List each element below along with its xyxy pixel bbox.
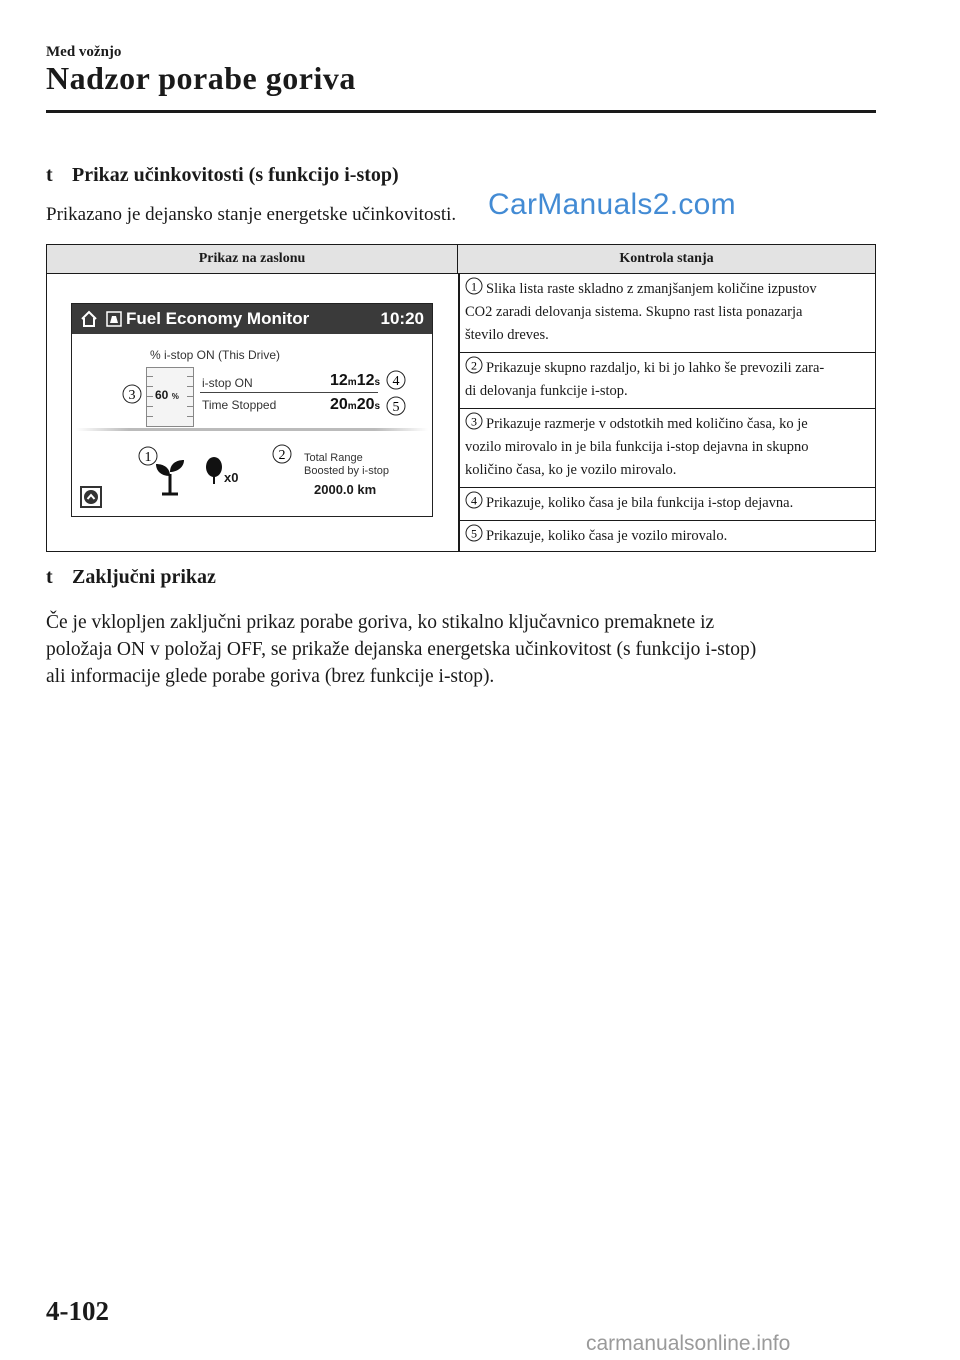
page-title: Nadzor porabe goriva (46, 60, 356, 96)
gauge-tick (187, 386, 193, 387)
tree-count: x0 (224, 470, 239, 485)
istop-seconds: 12 (356, 372, 375, 389)
callout-2-icon (465, 356, 483, 374)
gauge-tick (147, 376, 153, 377)
svg-text:2: 2 (471, 358, 477, 373)
istop-unit-m: m (347, 377, 357, 388)
range-label-1: Total Range (304, 452, 363, 464)
gauge-tick (147, 406, 153, 407)
svg-text:5: 5 (392, 400, 400, 415)
tree-icon (204, 456, 224, 486)
stopped-unit-s: s (374, 401, 381, 412)
screen-title: Fuel Economy Monitor (126, 309, 310, 328)
row1-line3: število dreves. (465, 327, 549, 343)
watermark-top[interactable]: CarManuals2.com (488, 188, 736, 221)
leaf-icon (152, 456, 188, 496)
stopped-minutes: 20 (330, 396, 348, 413)
screen-subtitle: % i-stop ON (This Drive) (150, 348, 281, 362)
gauge-tick (147, 416, 153, 417)
section2-line1: Če je vklopljen zaključni prikaz porabe goriva, ko stikalno ključavnico premaknete iz (46, 612, 715, 633)
table-row (460, 409, 875, 488)
istop-value (330, 372, 380, 390)
row4-line1: Prikazuje, koliko časa je bila funkcija i-stop dejavna. (486, 495, 794, 511)
section1-heading (46, 164, 399, 187)
stopped-label: Time Stopped (202, 398, 277, 412)
stopped-value (330, 396, 380, 414)
istop-minutes: 12 (330, 372, 348, 389)
range-label-2: Boosted by i-stop (304, 465, 389, 477)
screen-title-bar (72, 304, 432, 334)
row2-line2: di delovanja funkcije i-stop. (465, 383, 628, 399)
gauge-percent-sign: % (171, 392, 179, 401)
istop-rule (200, 392, 378, 393)
gauge-tick (187, 396, 193, 397)
section-marker: t (46, 164, 53, 186)
callout-5-icon (465, 524, 483, 542)
svg-text:1: 1 (471, 279, 477, 294)
gauge-tick (187, 376, 193, 377)
svg-text:2: 2 (278, 448, 286, 463)
section1-lead: Prikazano je dejansko stanje energetske učinkovitosti. (46, 204, 457, 225)
gauge-percent-value: 60 (155, 388, 169, 402)
table-row (460, 521, 875, 551)
section2-heading-text: Zaključni prikaz (72, 566, 216, 588)
home-icon (80, 310, 98, 328)
svg-text:3: 3 (128, 388, 136, 403)
istop-gauge (146, 367, 194, 427)
gauge-tick (147, 396, 153, 397)
range-value: 2000.0 km (314, 482, 377, 497)
row5-line1: Prikazuje, koliko časa je vozilo mirovalo. (486, 528, 728, 544)
monitor-icon (106, 311, 122, 327)
table-row (460, 488, 875, 521)
table-header (47, 245, 875, 274)
table-row (460, 353, 875, 409)
istop-unit-s: s (374, 377, 381, 388)
row3-line1: Prikazuje razmerje v odstotkih med količino časa, ko je (486, 416, 808, 432)
section2-heading (46, 566, 216, 589)
stopped-seconds: 20 (356, 396, 375, 413)
row1-line1: Slika lista raste skladno z zmanjšanjem količine izpustov (486, 281, 817, 297)
section-marker: t (46, 566, 53, 588)
gauge-tick (147, 386, 153, 387)
section1-heading-text: Prikaz učinkovitosti (s funkcijo i-stop) (72, 164, 399, 186)
callout-3-icon (122, 384, 142, 404)
callout-4-icon (386, 370, 406, 390)
svg-text:4: 4 (392, 374, 400, 389)
back-button[interactable] (80, 486, 102, 508)
screen-divider (76, 428, 428, 431)
screen-time: 10:20 (380, 309, 424, 328)
section2-line3: ali informacije glede porabe goriva (brez funkcije i-stop). (46, 666, 495, 687)
svg-text:5: 5 (471, 526, 477, 541)
gauge-percent (155, 388, 179, 402)
gauge-tick (187, 416, 193, 417)
callout-1-icon (465, 277, 483, 295)
info-table (46, 244, 876, 552)
table-col-control: Kontrola stanja (619, 251, 714, 266)
callout-5-icon (386, 396, 406, 416)
chevron-up-icon (83, 489, 99, 505)
row3-line2: vozilo mirovalo in je bila funkcija i-stop dejavna in skupno (465, 439, 809, 455)
svg-text:3: 3 (471, 414, 477, 429)
fuel-monitor-screen (71, 303, 433, 517)
table-row (460, 274, 875, 353)
svg-text:4: 4 (471, 493, 477, 508)
callout-3-icon (465, 412, 483, 430)
row3-line3: količino časa, ko je vozilo mirovalo. (465, 462, 677, 478)
section2-line2: položaja ON v položaj OFF, se prikaže dejanska energetska učinkovitost (s funkcijo i-stop) (46, 639, 757, 660)
table-col-display: Prikaz na zaslonu (47, 245, 458, 273)
watermark-bottom[interactable]: carmanualsonline.info (586, 1332, 791, 1355)
callout-2-icon (272, 444, 292, 464)
title-rule (46, 110, 876, 113)
gauge-tick (187, 406, 193, 407)
callout-4-icon (465, 491, 483, 509)
section-label: Med vožnjo (46, 44, 122, 60)
row1-line2: CO2 zaradi delovanja sistema. Skupno rast lista ponazarja (465, 304, 803, 320)
istop-label: i-stop ON (202, 376, 253, 390)
page-number: 4-102 (46, 1296, 109, 1326)
row2-line1: Prikazuje skupno razdaljo, ki bi jo lahko še prevozili zara- (486, 360, 825, 376)
stopped-unit-m: m (347, 401, 357, 412)
svg-text:1: 1 (144, 450, 152, 465)
